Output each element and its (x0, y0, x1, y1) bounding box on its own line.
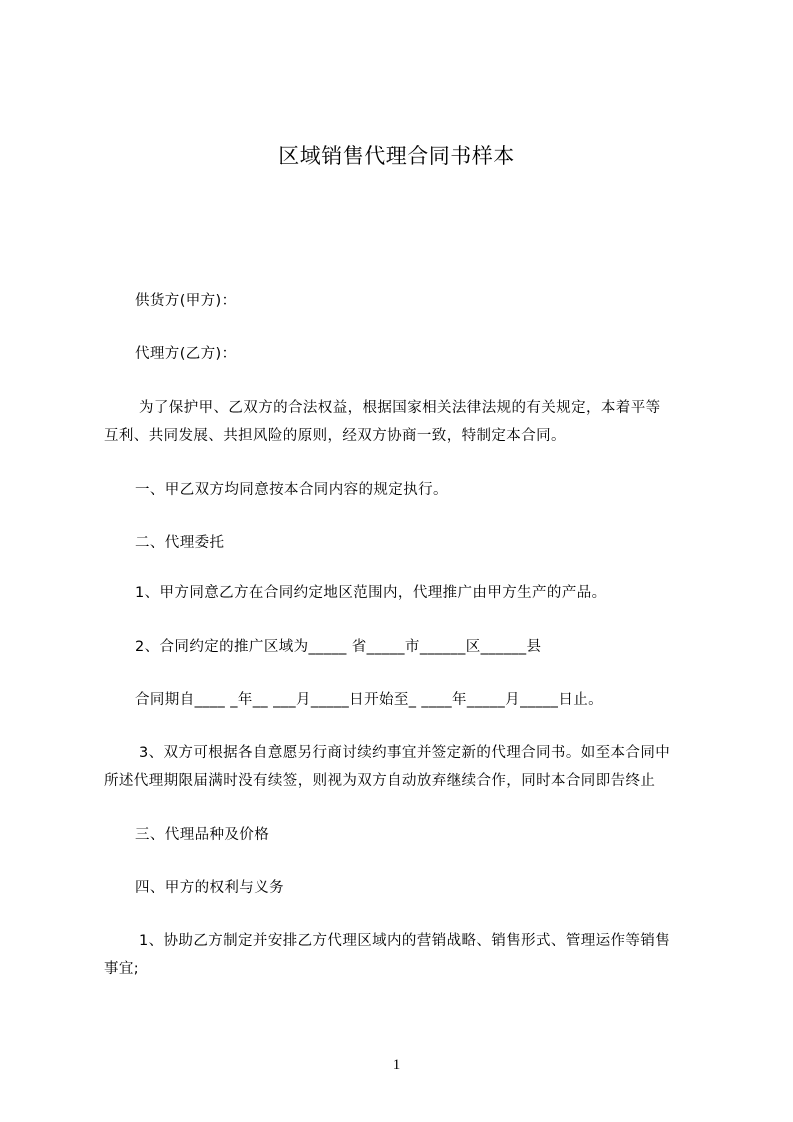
agent-label: 代理方(乙方)： (135, 346, 237, 362)
clause-2-item-2: 2、合同约定的推广区域为_____ 省_____市______区______县 (135, 639, 542, 655)
preamble-line-2: 互利、共同发展、共担风险的原则，经双方协商一致，特制定本合同。 (104, 428, 566, 444)
document-title: 区域销售代理合同书样本 (278, 144, 515, 168)
clause-3-heading: 三、代理品种及价格 (135, 827, 270, 843)
clause-2-item-3-line-1: 3、双方可根据各自意愿另行商讨续约事宜并签定新的代理合同书。如至本合同中 (139, 745, 671, 761)
clause-4-item-1-line-1: 1、协助乙方制定并安排乙方代理区域内的营销战略、销售形式、管理运作等销售 (139, 933, 671, 949)
clause-1: 一、甲乙双方均同意按本合同内容的规定执行。 (135, 482, 448, 498)
clause-4-heading: 四、甲方的权利与义务 (135, 880, 284, 896)
page-number: 1 (392, 1057, 401, 1073)
clause-4-item-1-line-2: 事宜; (104, 961, 140, 977)
clause-2-period: 合同期自____ _年__ ___月_____日开始至_ ____年_____月_____日止。 (135, 692, 604, 708)
preamble-line-1: 为了保护甲、乙双方的合法权益，根据国家相关法律法规的有关规定，本着平等 (139, 400, 661, 416)
clause-2-item-1: 1、甲方同意乙方在合同约定地区范围内，代理推广由甲方生产的产品。 (135, 585, 607, 601)
clause-2-item-3-line-2: 所述代理期限届满时没有续签，则视为双方自动放弃继续合作，同时本合同即告终止 (104, 773, 656, 789)
supplier-label: 供货方(甲方)： (135, 293, 237, 309)
clause-2-heading: 二、代理委托 (135, 535, 225, 551)
